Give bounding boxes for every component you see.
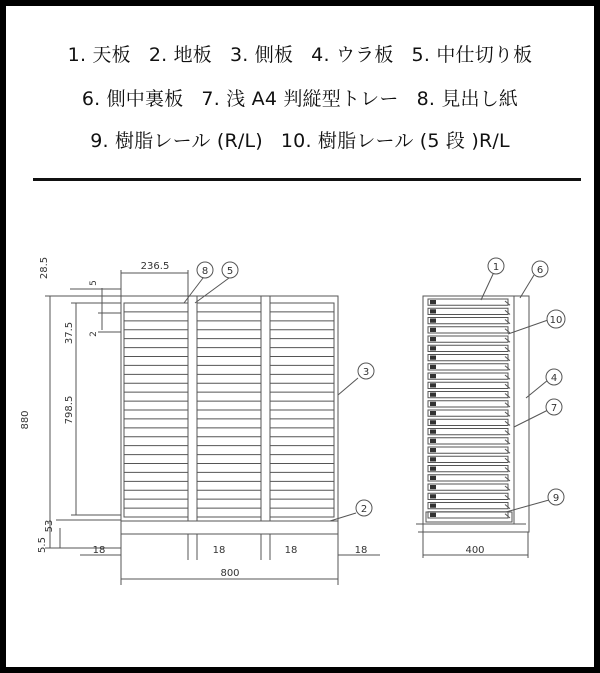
tray-handle [430, 356, 436, 360]
tray-handle [430, 402, 436, 406]
tray-handle [430, 467, 436, 471]
side-tray [428, 410, 508, 416]
tray-handle [430, 374, 436, 378]
tray-handle [430, 485, 436, 489]
side-tray [428, 456, 508, 462]
dim-tray-pitch: 37.5 [64, 321, 75, 345]
tray-handle [430, 300, 436, 304]
legend-item: 6. 側中裏板 [81, 88, 184, 110]
tray-handle [430, 448, 436, 452]
tray-handle [430, 383, 436, 387]
dim-overall-width: 800 [220, 568, 240, 579]
callout-9: 9 [552, 493, 560, 504]
tray-handle [430, 346, 436, 350]
legend-item: 7. 浅 A4 判縦型トレー [201, 88, 399, 110]
legend-item: 10. 樹脂レール (5 段 )R/L [280, 130, 510, 152]
dim-gap-5: 5 [89, 280, 99, 286]
tray-handle [430, 457, 436, 461]
dim-panel-mid1: 18 [212, 545, 226, 556]
callout-5: 5 [226, 266, 234, 277]
tray-handle [430, 430, 436, 434]
tray-handle [430, 420, 436, 424]
legend-item: 8. 見出し紙 [416, 88, 519, 110]
legend-item: 5. 中仕切り板 [411, 44, 533, 66]
side-tray [428, 364, 508, 370]
side-tray [428, 447, 508, 453]
tray-handle [430, 513, 436, 517]
dim-top-margin: 28.5 [39, 256, 50, 280]
callout-1: 1 [492, 262, 500, 273]
callout-7: 7 [550, 403, 558, 414]
dim-panel-mid2: 18 [284, 545, 298, 556]
legend-item: 4. ウラ板 [311, 44, 394, 66]
dim-bottom-height: 53 [44, 519, 55, 533]
dim-drawer-width: 236.5 [140, 261, 170, 272]
dim-panel-left: 18 [92, 545, 106, 556]
side-trays [426, 299, 512, 522]
callout-4: 4 [550, 373, 558, 384]
base-rail [426, 512, 512, 522]
tray-handle [430, 494, 436, 498]
side-view [416, 272, 549, 558]
tray-handle [430, 365, 436, 369]
dim-depth: 400 [465, 545, 485, 556]
side-outline [423, 296, 529, 532]
side-tray [428, 484, 508, 490]
front-view [45, 270, 380, 585]
tray-handle [430, 328, 436, 332]
side-tray [428, 308, 508, 314]
callout-10: 10 [549, 315, 563, 326]
side-tray [428, 299, 508, 305]
tray-handle [430, 439, 436, 443]
tray-handle [430, 393, 436, 397]
legend-item: 3. 側板 [230, 44, 294, 66]
side-tray [428, 401, 508, 407]
tray-handle [430, 476, 436, 480]
dim-base-height: 5.5 [37, 537, 48, 553]
side-tray [428, 466, 508, 472]
side-tray [428, 318, 508, 324]
side-tray [428, 429, 508, 435]
side-tray [428, 373, 508, 379]
side-tray [428, 345, 508, 351]
side-tray [428, 392, 508, 398]
callout-6: 6 [536, 265, 544, 276]
dim-inner-height: 798.5 [64, 395, 75, 425]
tray-handle [430, 504, 436, 508]
tray-handle [430, 309, 436, 313]
side-tray [428, 327, 508, 333]
dim-overall-height: 880 [20, 410, 31, 430]
side-tray [428, 512, 508, 518]
legend-item: 2. 地板 [148, 44, 212, 66]
callout-2: 2 [360, 504, 368, 515]
side-tray [428, 355, 508, 361]
tray-handle [430, 319, 436, 323]
cabinet-outline [121, 296, 338, 534]
tray-handle [430, 411, 436, 415]
front-callouts [197, 262, 374, 516]
tray-columns [124, 296, 334, 521]
callout-3: 3 [362, 367, 370, 378]
side-tray [428, 419, 508, 425]
side-tray [428, 493, 508, 499]
side-tray [428, 503, 508, 509]
legend-item: 9. 樹脂レール (R/L) [90, 130, 263, 152]
side-tray [428, 475, 508, 481]
callout-8: 8 [201, 266, 209, 277]
side-tray [428, 336, 508, 342]
side-tray [428, 382, 508, 388]
dim-panel-right: 18 [354, 545, 368, 556]
legend-item: 1. 天板 [67, 44, 131, 66]
side-tray [428, 438, 508, 444]
dim-gap-2: 2 [89, 331, 99, 337]
tray-handle [430, 337, 436, 341]
